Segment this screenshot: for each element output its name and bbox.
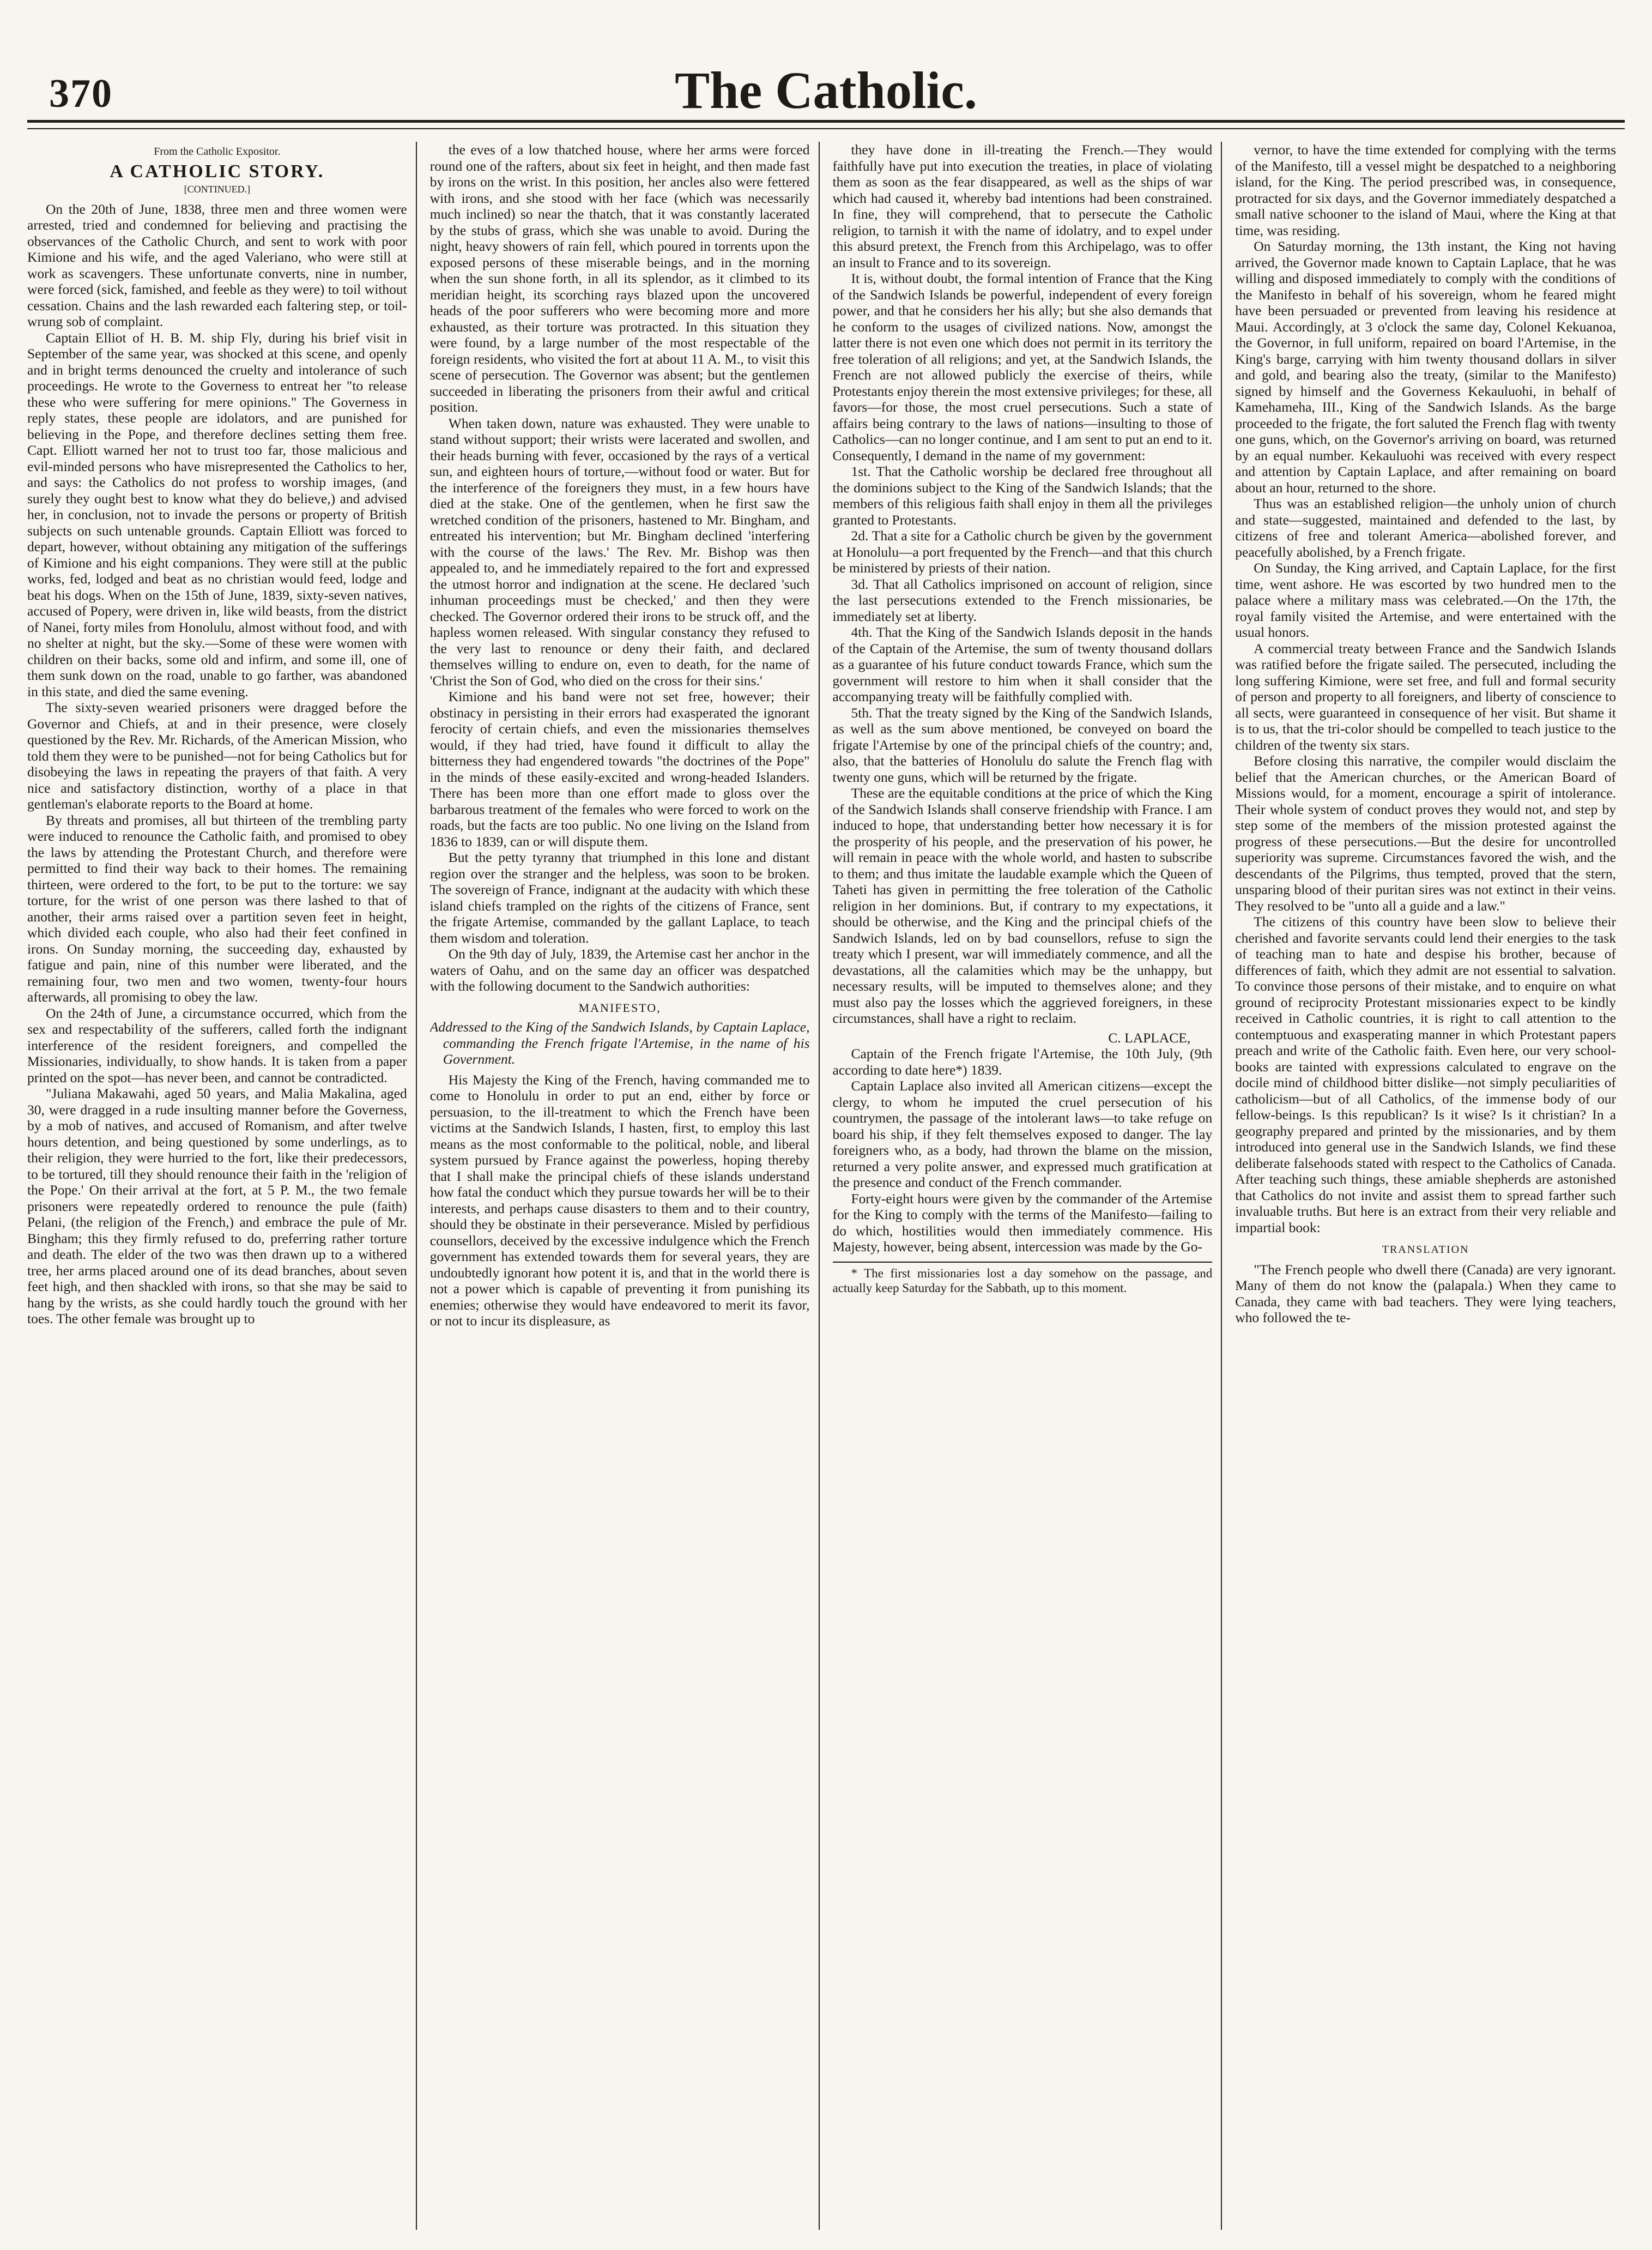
manifesto-heading: MANIFESTO, (578, 1000, 661, 1015)
paragraph: "Juliana Makawahi, aged 50 years, and Malia Makalina, aged 30, were dragged in a rude insulting manner before the Governess, by a mob of natives, and accused of Romanism, and after twelve hours detention, and being questioned by some underlings, as to their religion, they were hurried to the fort, like their predecessors, to be tortured, till they should renounce their faith in the 'religion of the Pope.' On their arrival at the fort, at 5 P. M., the two female prisoners were repeatedly ordered to renounce the pule (faith) Pelani, (the religion of the French,) and embrace the pule of Mr. Bingham; this they firmly refused to do, preferring rather torture and death. The elder of the two was then drawn up to a withered tree, her arms placed around one of its dead branches, about seven feet high, and then shackled with irons, so that she may be said to hang by the wrists, as she could hardly touch the ground with her toes. The other female was brought up to (27, 1085, 407, 1326)
paragraph: 4th. That the King of the Sandwich Islands deposit in the hands of the Captain of the Artemise, the sum of twenty thousand dollars as a guarantee of his future conduct towards France, which sum the government will restore to him when it shall consider that the accompanying treaty will be faithfully complied with. (832, 624, 1213, 704)
page-title: The Catholic. (675, 61, 977, 119)
paragraph: By threats and promises, all but thirteen of the trembling party were induced to renounce the Catholic faith, and promised to obey the laws by attending the Protestant Church, and therefore were permitted to find their way back to their homes. The remaining thirteen, were ordered to the fort, to be put to the torture: we say torture, for the wrist of one person was there lashed to that of another, their arms raised over a partition seven feet in height, which divided each couple, who also had their feet confined in irons. On Sunday morning, the succeeding day, exhausted by fatigue and pain, nine of this number were liberated, and the remaining four, two men and two women, twenty-four hours afterwards, all promising to obey the law. (27, 812, 407, 1005)
signature: C. LAPLACE, (1108, 1029, 1191, 1046)
paragraph: Before closing this narrative, the compiler would disclaim the belief that the American churches, or the American Board of Missions would, for a moment, encourage a spirit of intolerance. Their whole system of conduct proves they would not, and step by step some of the members of the mission protested against the progress of these persecutions.—But the desire for uncontrolled superiority was supreme. Circumstances favored the wish, and the descendants of the Pilgrims, thus tempted, proved that the stern, unsparing blood of their puritan sires was not extinct in their veins. They resolved to be "unto all a guide and a law." (1235, 753, 1616, 914)
paragraph: Kimione and his band were not set free, however; their obstinacy in persisting in their errors had exasperated the ignorant ferocity of certain chiefs, and even the missionaries themselves would, if they had tried, have found it difficult to allay the bitterness they had engendered towards "the doctrines of the Pope" in the minds of these easily-excited and wrong-headed Islanders. There has been more than one effort made to gloss over the barbarous treatment of the females who were forced to work on the roads, but the facts are too public. No one living on the Island from 1836 to 1839, can or will dispute them. (429, 689, 810, 849)
paragraph: they have done in ill-treating the French.—They would faithfully have put into execution the treaties, in place of violating them as soon as the fear disappeared, as well as the ships of war which had caused it, whereby bad intentions had been constrained. In fine, they will comprehend, that to persecute the Catholic religion, to tarnish it with the name of idolatry, and to expel under this absurd pretext, the French from this Archipelago, was to offer an insult to France and to its sovereign. (832, 142, 1213, 270)
paragraph: On the 24th of June, a circumstance occurred, which from the sex and respectability of the sufferers, called forth the indignant interference of the resident foreigners, and compelled the Missionaries, individually, to show hands. It is taken from a paper printed on the spot—has never been, and cannot be contradicted. (27, 1005, 407, 1085)
article-source: From the Catholic Expositor. (154, 146, 281, 158)
paragraph: On Sunday, the King arrived, and Captain Laplace, for the first time, went ashore. He was escorted by two hundred men to the palace where a military mass was celebrated.—On the 17th, the royal family visited the Artemise, and were entertained with the usual honors. (1235, 560, 1616, 640)
paragraph: 2d. That a site for a Catholic church be given by the government at Honolulu—a port frequented by the French—and that this church be ministered by priests of their nation. (832, 528, 1213, 576)
paragraph: Captain Elliot of H. B. M. ship Fly, during his brief visit in September of the same year, was shocked at this scene, and openly and in bright terms denounced the cruelty and intolerance of such proceedings. He wrote to the Governess to entreat her "to release these who were suffering for mere opinions." The Governess in reply states, these people are idolators, and are punished for believing in the Pope, and therefore declines setting them free. Capt. Elliott warned her not to trust too far, those malicious and evil-minded persons who have misrepresented the Catholics to her, and says: the Catholics do not profess to worship images, (and surely they ought best to know what they do believe,) and advised her, in conclusion, not to invade the persons or property of British subjects on such untenable grounds. Captain Elliott was forced to depart, however, without obtaining any mitigation of the sufferings of Kimione and his eight companions. They were still at the public works, fed, lodged and beat as no christian would feed, lodge and beat his dogs. When on the 15th of June, 1839, sixty-seven natives, accused of Popery, were driven in, like wild beasts, from the district of Nanei, forty miles from Honolulu, almost without food, and with no shelter at night, but the sky.—Some of these were women with children on their backs, some old and infirm, and some ill, one of them sunk down on the road, unable to go farther, was abandoned in this state, and died the same evening. (27, 329, 407, 699)
paragraph: Thus was an established religion—the unholy union of church and state—suggested, maintained and defended to the last, by citizens of free and tolerant America—abolished forever, and peacefully abolished, by a French frigate. (1235, 496, 1616, 560)
paragraph: On the 20th of June, 1838, three men and three women were arrested, tried and condemned for believing and practising the observances of the Catholic Church, and sent to work with poor Kimione and his wife, and the aged Valeriano, who were still at work as scavengers. These unfortunate converts, nine in number, were forced (sick, famished, and feeble as they were) to toil without cessation. Chains and the lash rewarded each faltering step, or toil-wrung sob of complaint. (27, 201, 407, 329)
paragraph: When taken down, nature was exhausted. They were unable to stand without support; their wrists were lacerated and swollen, and their heads burning with fever, occasioned by the rays of a vertical sun, and eighteen hours of torture,—without food or water. But for the interference of the foreigners they must, in a few hours have died at the stake. One of the gentlemen, when he first saw the wretched condition of the prisoners, hastened to Mr. Bingham, and entreated his intervention; but Mr. Bingham declined 'interfering with the course of the laws.' The Rev. Mr. Bishop was then appealed to, and he immediately repaired to the fort and expressed the utmost horror and indignation at the scene. He declared 'such inhuman proceedings must be checked,' and then they were checked. The Governor ordered their irons to be struck off, and the hapless women released. With singular constancy they refused to the very last to renounce or deny their faith, and declared themselves willing to endure on, even to death, for the name of 'Christ the Son of God, who died on the cross for their sins.' (429, 415, 810, 689)
masthead (27, 33, 1625, 119)
paragraph: These are the equitable conditions at the price of which the King of the Sandwich Islands shall conserve friendship with France. I am induced to hope, that understanding better how necessary it is for the prosperity of his people, and the preservation of his power, he will remain in peace with the whole world, and hasten to subscribe to them; and thus imitate the laudable example which the Queen of Taheti has given in permitting the free toleration of the Catholic religion in her dominions. But, if contrary to my expectations, it should be otherwise, and the King and the principal chiefs of the Sandwich Islands, led on by bad counsellors, refuse to sign the treaty which I present, war will immediately commence, and all the devastations, all the calamities which may be the unhappy, but necessary results, will be imputed to themselves alone; and they must also pay the losses which the aggrieved foreigners, in these circumstances, shall have a right to reclaim. (832, 785, 1213, 1026)
paragraph: The sixty-seven wearied prisoners were dragged before the Governor and Chiefs, at and in their presence, were closely questioned by the Rev. Mr. Richards, of the American Mission, who told them they were to be punished—not for being Catholics but for disobeying the laws in repeating the prayers of that faith. A very nice and satisfactory distinction, worthy of a place in that gentleman's elaborate reports to the Board at home. (27, 699, 407, 812)
paragraph: 1st. That the Catholic worship be declared free throughout all the dominions subject to the King of the Sandwich Islands; that the members of this religious faith shall enjoy in them all the privileges granted to Protestants. (832, 463, 1213, 528)
paragraph: "The French people who dwell there (Canada) are very ignorant. Many of them do not know the (palapala.) When they came to Canada, they came with bad teachers. They were lying teachers, who followed the te- (1235, 1261, 1616, 1325)
manifesto-address: Addressed to the King of the Sandwich Islands, by Captain Laplace, commanding the French frigate l'Artemise, in the name of his Government. (429, 1019, 810, 1067)
paragraph: His Majesty the King of the French, having commanded me to come to Honolulu in order to put an end, either by force or persuasion, to the ill-treatment to which the French have been victims at the Sandwich Islands, I hasten, first, to employ this last means as the most conformable to the political, noble, and liberal system pursued by France against the powerless, hoping thereby that I shall make the principal chiefs of these islands understand how fatal the conduct which they pursue towards her will be to their interests, and perhaps cause disasters to them and to their country, should they be obstinate in their perseverance. Misled by perfidious counsellors, deceived by the excessive indulgence which the French government has extended towards them for several years, they are undoubtedly ignorant how potent it is, and that in the world there is not a power which is capable of preventing it from punishing its enemies; otherwise they would have endeavored to merit its favor, or not to incur its displeasure, as (429, 1071, 810, 1329)
paragraph: On Saturday morning, the 13th instant, the King not having arrived, the Governor made known to Captain Laplace, that he was willing and disposed immediately to comply with the conditions of the Manifesto in behalf of his sovereign, whom he feared might have been persuaded or prevented from leaving his residence at Maui. Accordingly, at 3 o'clock the same day, Colonel Kekuanoa, the Governor, in full uniform, repaired on board l'Artemise, in the King's barge, carrying with him twenty thousand dollars in silver and gold, and bearing also the treaty, (similar to the Manifesto) signed by himself and the Governess Kekauluohi, in behalf of Kamehameha, III., King of the Sandwich Islands. As the barge proceeded to the frigate, the fort saluted the French flag with twenty one guns, which, on the Governor's arriving on board, was returned by an equal number. Kekauluohi was received with every respect and attention by Captain Laplace, and after remaining on board about an hour, returned to the shore. (1235, 238, 1616, 496)
continued-label: [CONTINUED.] (184, 184, 251, 195)
paragraph: On the 9th day of July, 1839, the Artemise cast her anchor in the waters of Oahu, and on the same day an officer was despatched with the following document to the Sandwich authorities: (429, 946, 810, 994)
paragraph: 5th. That the treaty signed by the King of the Sandwich Islands, as well as the sum above mentioned, be conveyed on board the frigate l'Artemise by one of the principal chiefs of the country; and, also, that the batteries of Honolulu do salute the French flag with twenty one guns, which will be returned by the frigate. (832, 704, 1213, 785)
translation-heading: TRANSLATION (1382, 1244, 1469, 1256)
paragraph: A commercial treaty between France and the Sandwich Islands was ratified before the frigate sailed. The persecuted, including the long suffering Kimione, were set free, and full and formal security of person and property to all foreigners, and liberty of conscience to all sects, were guaranteed in consequence of her visit. But shame it is to us, that the tri-color should be compelled to teach justice to the children of the twenty six stars. (1235, 640, 1616, 753)
paragraph: The citizens of this country have been slow to believe their cherished and favorite servants could lend their energies to the task of teaching man to hate and despise his brother, because of differences of faith, which they admit are not essential to salvation. To convince those persons of their mistake, and to enquire on what ground of reciprocity Protestant missionaries expect to be kindly received in Catholic countries, it is right to call attention to the contemptuous and exasperating manner in which Protestant papers preach and write of the Catholic faith. Even here, our very school-books are tainted with expressions calculated to engrave on the docile mind of childhood bitter dislike—not simply peculiarities of catholicism—but of all Catholics, of the immense body of our fellow-beings. Is this republican? Is it wise? Is it christian? In a geography prepared and printed by the missionaries, and by them introduced into general use in the Sandwich Islands, we find these deliberate falsehoods stated with respect to the Catholics of Canada. After teaching such things, these amiable shepherds are astonished that Catholics do not invite and assist them to spread farther such invaluable truths. But here is an extract from their very reliable and impartial book: (1235, 914, 1616, 1235)
article-columns (27, 142, 1625, 2230)
column-2 (430, 142, 820, 2230)
paragraph: But the petty tyranny that triumphed in this lone and distant region over the stranger and the helpless, was soon to be broken. The sovereign of France, indignant at the audacity with which these island chiefs trampled on the rights of the citizens of France, sent the frigate Artemise, commanded by the gallant Laplace, to teach them wisdom and toleration. (429, 849, 810, 946)
column-1 (27, 142, 417, 2230)
footnote: * The first missionaries lost a day somehow on the passage, and actually keep Saturday for the Sabbath, up to this moment. (833, 1262, 1213, 1295)
article-title: A CATHOLIC STORY. (110, 161, 325, 182)
column-3 (833, 142, 1223, 2230)
paragraph: It is, without doubt, the formal intention of France that the King of the Sandwich Islands be powerful, independent of every foreign power, and that he considers her his ally; but she also demands that he conform to the usages of civilized nations. Now, amongst the latter there is not even one which does not permit in its territory the free toleration of all religions; and yet, at the Sandwich Islands, the French are not allowed publicly the exercise of theirs, while Protestants enjoy therein the most extensive privileges; for these, all favors—for those, the most cruel persecutions. Such a state of affairs being contrary to the laws of nations—insulting to those of Catholics—can no longer continue, and I am sent to put an end to it. Consequently, I demand in the name of my government: (832, 270, 1213, 463)
paragraph: Captain Laplace also invited all American citizens—except the clergy, to whom he imputed the cruel persecution of his countrymen, the passage of the intolerant laws—to take refuge on board his ship, if they felt themselves exposed to danger. The lay foreigners who, as a body, had thrown the blame on the mission, returned a very polite answer, and expressed much gratification at the presence and conduct of the French commander. (832, 1078, 1213, 1190)
paragraph: Forty-eight hours were given by the commander of the Artemise for the King to comply with the terms of the Manifesto—failing to do which, hostilities would then immediately commence. His Majesty, however, being absent, intercession was made by the Go- (832, 1190, 1213, 1254)
paragraph: vernor, to have the time extended for complying with the terms of the Manifesto, till a vessel might be despatched to a neighboring island, for the King. The period prescribed was, in consequence, protracted for six days, and the Governor immediately despatched a small native schooner to the island of Maui, where the King at that time, was residing. (1235, 142, 1616, 238)
paragraph: 3d. That all Catholics imprisoned on account of religion, since the last persecutions extended to the French missionaries, be immediately set at liberty. (832, 576, 1213, 624)
paragraph: the eves of a low thatched house, where her arms were forced round one of the rafters, about six feet in height, and then made fast by irons on the wrist. In this position, her ancles also were fettered with irons, and she stood with her face (which was necessarily much inclined) so near the thatch, that it was constantly lacerated by the stubs of grass, which she was unable to avoid. During the night, heavy showers of rain fell, which poured in torrents upon the exposed persons of these miserable beings, and in the morning when the sun shone forth, in all its splendor, as it climbed to its meridian height, its scorching rays blazed upon the uncovered heads of the poor sufferers who were becoming more and more exhausted, as their torture was protracted. In this situation they were found, by a large number of the most respectable of the foreign residents, who visited the fort at about 11 A. M., to visit this scene of persecution. The Governor was absent; but the gentlemen succeeded in liberating the prisoners from their awful and critical position. (429, 142, 810, 415)
column-4 (1235, 142, 1625, 2230)
header-rule (27, 120, 1625, 129)
page-number: 370 (49, 71, 113, 116)
signature-title: Captain of the French frigate l'Artemise, the 10th July, (9th according to date here*) 1839. (832, 1046, 1213, 1078)
